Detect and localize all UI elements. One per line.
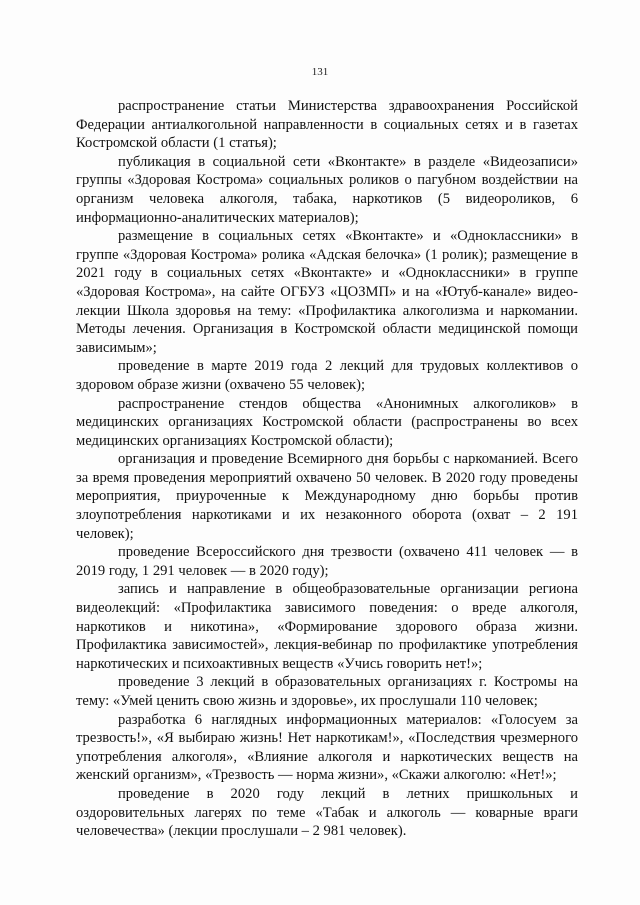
paragraph-lectures-2019: проведение в марте 2019 года 2 лекций для трудовых коллективов о здоровом образе жизни (охвачено 55 человек); — [76, 358, 578, 393]
paragraph-aa-stands: распространение стендов общества «Анонимных алкоголиков» в медицинских организациях Костромской области (распространены во всех медицинских организациях Костромской области); — [76, 395, 578, 449]
paragraph-school-videolectures: запись и направление в общеобразовательные организации региона видеолекций: «Профилактика зависимого поведения: о вреде алкоголя, наркотиков и никотина», «Формирование здорового образа жизни. Профилактика зависимостей», лекция-вебинар по профилактике употребления наркотических и психоактивных веществ «Учись говорить нет!»; — [76, 581, 578, 672]
page-number: 131 — [311, 66, 329, 78]
paragraph-summer-camp-lectures: проведение в 2020 году лекций в летних пришкольных и оздоровительных лагерях по теме «Табак и алкоголь — коварные враги человечества» (лекции прослушали – 2 981 человек). — [76, 785, 578, 840]
paragraph-anti-drug-day: организация и проведение Всемирного дня борьбы с наркоманией. Всего за время проведения мероприятий охвачено 50 человек. В 2020 году проведены мероприятия, приуроченные к Международному дню борьбы против злоупотребления наркотиками и их незаконного оборота (охват – 2 191 человек); — [76, 451, 578, 542]
paragraph-sobriety-day: проведение Всероссийского дня трезвости (охвачено 411 человек — в 2019 году, 1 291 человек — в 2020 году); — [76, 544, 578, 579]
paragraph-social-video-placement: размещение в социальных сетях «Вконтакте» и «Одноклассники» в группе «Здоровая Кострома» ролика «Адская белочка» (1 ролик); размещение в 2021 году в социальных сетях «Вконтакте» и «Одноклассники» в группе «Здоровая Кострома», на сайте ОГБУЗ «ЦОЗМП» и на «Ютуб-канале» видео-лекции Школа здоровья на тему: «Профилактика алкоголизма и наркомании. Методы лечения. Организация в Костромской области медицинской помощи зависимым»; — [76, 228, 578, 356]
document-body — [76, 97, 578, 841]
paragraph-kostroma-lectures: проведение 3 лекций в образовательных организациях г. Костромы на тему: «Умей ценить свою жизнь и здоровье», их прослушали 110 человек; — [76, 674, 578, 709]
paragraph-visual-materials: разработка 6 наглядных информационных материалов: «Голосуем за трезвость!», «Я выбираю жизнь! Нет наркотикам!», «Последствия чрезмерного употребления алкоголя», «Влияние алкоголя и наркотических веществ на женский организм», «Трезвость — норма жизни», «Скажи алкоголю: «Нет!»; — [76, 711, 578, 784]
paragraph-vk-publication: публикация в социальной сети «Вконтакте» в разделе «Видеозаписи» группы «Здоровая Кострома» социальных роликов о пагубном воздействии на организм человека алкоголя, табака, наркотиков (5 видеороликов, 6 информационно-аналитических материалов); — [76, 153, 578, 226]
paragraph-article-distribution: распространение статьи Министерства здравоохранения Российской Федерации антиалкогольной направленности в социальных сетях и в газетах Костромской области (1 статья); — [76, 98, 578, 152]
